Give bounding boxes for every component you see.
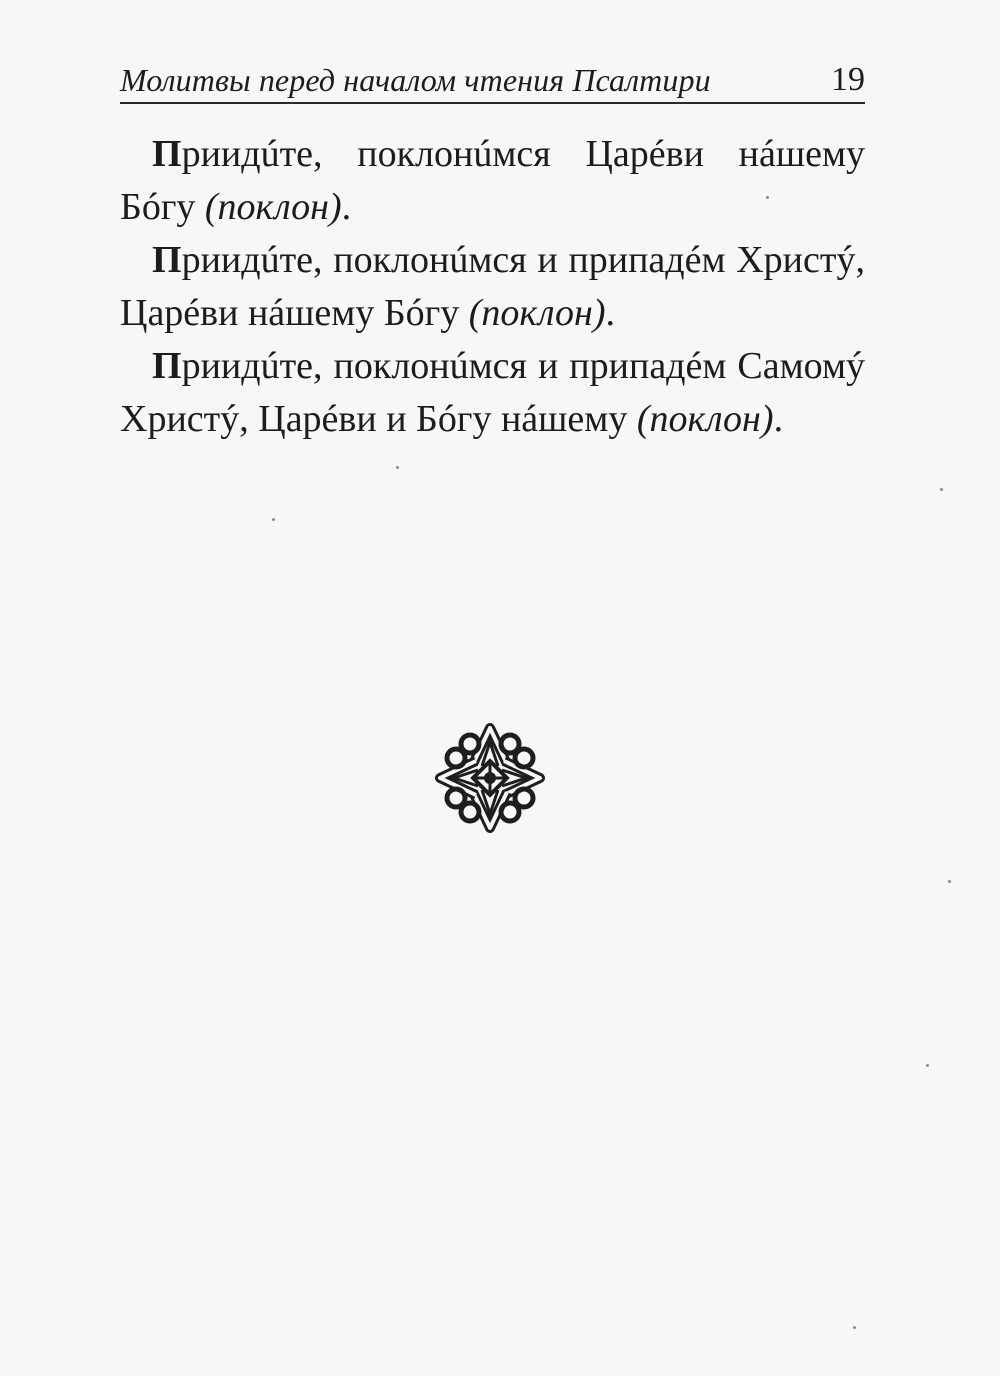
paper-speck	[940, 488, 943, 491]
paragraph-end: .	[605, 292, 615, 334]
paper-speck	[948, 880, 951, 883]
prayer-text-block	[120, 128, 865, 446]
prayer-paragraph-2	[120, 234, 865, 340]
paper-speck	[272, 518, 275, 521]
bow-note: (поклон)	[204, 186, 342, 228]
paper-speck	[853, 1326, 856, 1329]
paragraph-text: риидúте, поклонúмся Царéви нáшему Бóгу	[120, 133, 865, 228]
paper-speck	[926, 1064, 929, 1067]
page-number: 19	[831, 61, 865, 98]
paragraph-end: .	[773, 398, 784, 440]
paragraph-text: риидúте, поклонúмся и припадéм Самомý Христý, Царéви и Бóгу нáшему	[120, 345, 865, 440]
bow-note: (поклон)	[468, 292, 606, 334]
prayer-paragraph-1	[120, 128, 865, 234]
paragraph-text: риидúте, поклонúмся и припадéм Христý, Царéви нáшему Бóгу	[120, 239, 865, 334]
paragraph-end: .	[341, 186, 352, 228]
paragraph-initial: П	[152, 345, 182, 387]
running-header	[120, 58, 865, 104]
paragraph-initial: П	[152, 239, 182, 281]
bow-note: (поклон)	[636, 398, 774, 440]
paragraph-initial: П	[152, 133, 182, 175]
prayer-paragraph-3	[120, 340, 865, 446]
celtic-knot-ornament-icon	[434, 722, 546, 834]
paper-speck	[766, 196, 769, 199]
paper-speck	[396, 466, 399, 469]
running-title: Молитвы перед началом чтения Псалтири	[120, 62, 711, 98]
